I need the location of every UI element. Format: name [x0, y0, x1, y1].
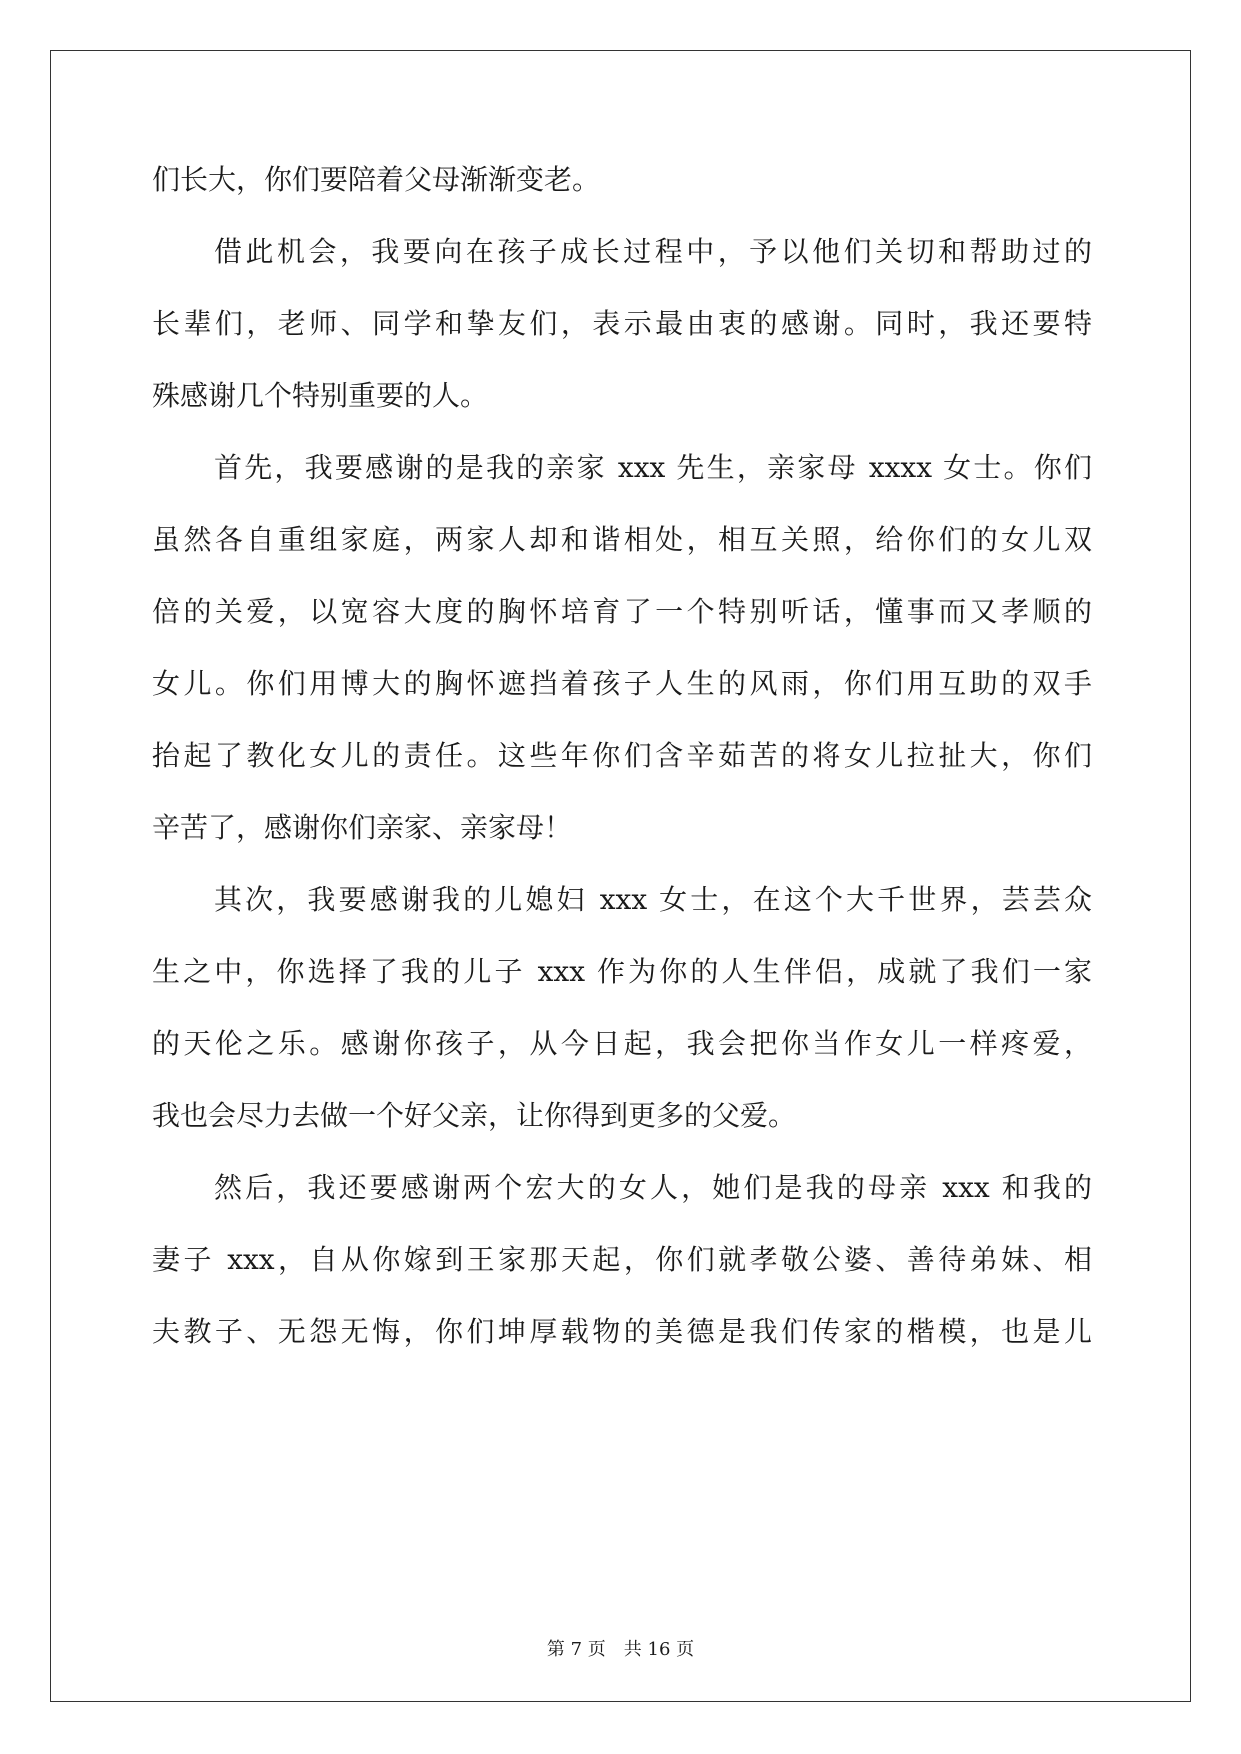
text-line: 生之中，你选择了我的儿子 xxx 作为你的人生伴侣，成就了我们一家	[152, 955, 1092, 988]
text-line: 们长大，你们要陪着父母渐渐变老。	[152, 163, 601, 196]
text-line: 倍的关爱，以宽容大度的胸怀培育了一个特别听话，懂事而又孝顺的	[152, 595, 1092, 628]
text-line: 夫教子、无怨无悔，你们坤厚载物的美德是我们传家的楷模，也是儿	[152, 1315, 1092, 1348]
text-line: 的天伦之乐。感谢你孩子，从今日起，我会把你当作女儿一样疼爱，	[152, 1027, 1092, 1060]
page-number-footer: 第 7 页 共 16 页	[546, 1639, 695, 1660]
text-line: 首先，我要感谢的是我的亲家 xxx 先生，亲家母 xxxx 女士。你们	[214, 451, 1092, 484]
text-line: 妻子 xxx，自从你嫁到王家那天起，你们就孝敬公婆、善待弟妹、相	[152, 1243, 1092, 1276]
text-line: 其次，我要感谢我的儿媳妇 xxx 女士，在这个大千世界，芸芸众	[214, 883, 1092, 916]
text-line: 虽然各自重组家庭，两家人却和谐相处，相互关照，给你们的女儿双	[152, 523, 1092, 556]
text-line: 抬起了教化女儿的责任。这些年你们含辛茹苦的将女儿拉扯大，你们	[152, 739, 1092, 772]
text-line: 借此机会，我要向在孩子成长过程中，予以他们关切和帮助过的	[214, 235, 1092, 268]
page-border	[50, 50, 1191, 1702]
text-line: 殊感谢几个特别重要的人。	[152, 379, 489, 412]
text-line: 然后，我还要感谢两个宏大的女人，她们是我的母亲 xxx 和我的	[214, 1171, 1092, 1204]
text-line: 女儿。你们用博大的胸怀遮挡着孩子人生的风雨，你们用互助的双手	[152, 667, 1092, 700]
text-line: 我也会尽力去做一个好父亲，让你得到更多的父爱。	[152, 1099, 797, 1132]
text-line: 长辈们，老师、同学和挚友们，表示最由衷的感谢。同时，我还要特	[152, 307, 1092, 340]
text-line: 辛苦了，感谢你们亲家、亲家母！	[152, 811, 573, 844]
